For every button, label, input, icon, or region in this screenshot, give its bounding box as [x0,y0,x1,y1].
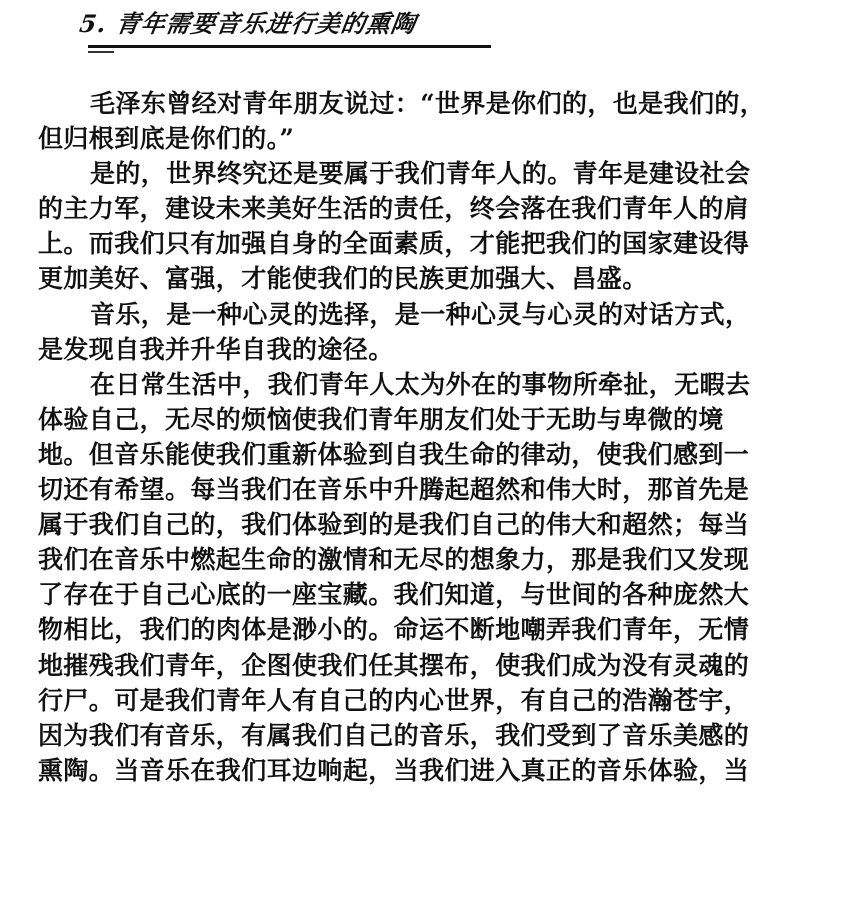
heading-underline [88,45,491,48]
text-line: 我们在音乐中燃起生命的激情和无尽的想象力，那是我们又发现 [38,545,750,575]
body-text [38,86,778,788]
text-line: 地。但音乐能使我们重新体验到自我生命的律动，使我们感到一 [38,439,750,469]
text-line: 熏陶。当音乐在我们耳边响起，当我们进入真正的音乐体验，当 [38,755,750,785]
text-line: 是的，世界终究还是要属于我们青年人的。青年是建设社会 [90,159,751,189]
text-line: 是发现自我并升华自我的途径。 [38,334,394,364]
text-line: 更加美好、富强，才能使我们的民族更加强大、昌盛。 [38,264,648,294]
text-line: 地摧残我们青年，企图使我们任其摆布，使我们成为没有灵魂的 [38,650,750,680]
text-line: 行尸。可是我们青年人有自己的内心世界，有自己的浩瀚苍宇， [38,685,750,715]
heading-underline-mark [88,51,114,53]
section-heading: 5. 青年需要音乐进行美的熏陶 [77,9,419,38]
text-line: 属于我们自己的，我们体验到的是我们自己的伟大和超然；每当 [38,510,750,540]
text-line: 的主力军，建设未来美好生活的责任，终会落在我们青年人的肩 [38,194,750,224]
text-line: 但归根到底是你们的。” [38,124,295,154]
text-line: 音乐，是一种心灵的选择，是一种心灵与心灵的对话方式， [90,299,751,329]
text-line: 毛泽东曾经对青年朋友说过：“世界是你们的，也是我们的， [90,89,766,118]
text-line: 物相比，我们的肉体是渺小的。命运不断地嘲弄我们青年，无情 [38,615,750,645]
text-line: 上。而我们只有加强自身的全面素质，才能把我们的国家建设得 [38,229,750,259]
text-line: 切还有希望。每当我们在音乐中升腾起超然和伟大时，那首先是 [38,475,750,505]
text-line: 因为我们有音乐，有属我们自己的音乐，我们受到了音乐美感的 [38,720,750,750]
text-line: 体验自己，无尽的烦恼使我们青年朋友们处于无助与卑微的境 [38,404,724,434]
text-line: 在日常生活中，我们青年人太为外在的事物所牵扯，无暇去 [90,369,751,399]
text-line: 了存在于自己心底的一座宝藏。我们知道，与世间的各种庞然大 [38,580,750,610]
